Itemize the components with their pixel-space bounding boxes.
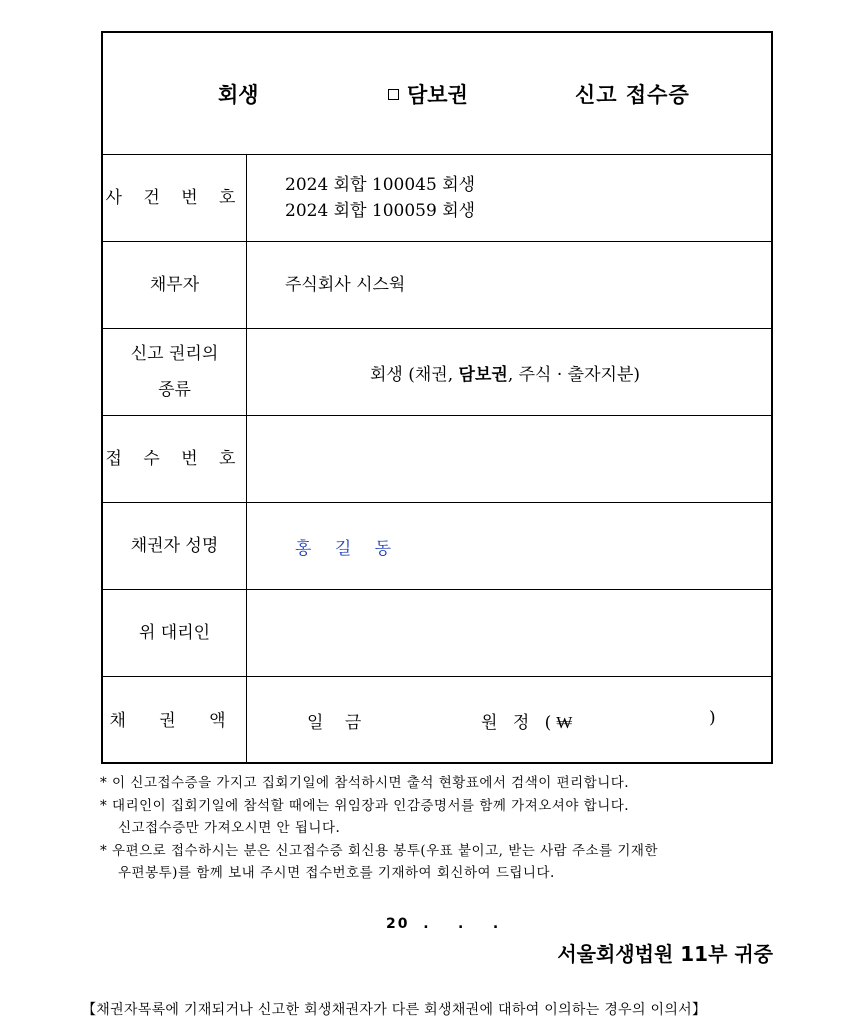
creditor-name-value[interactable]: 홍 길 동 — [295, 538, 401, 559]
right-type-value — [247, 329, 771, 415]
debtor-label: 채무자 — [103, 242, 247, 328]
title-secured-claim — [388, 79, 468, 109]
claim-amount-value[interactable] — [247, 677, 771, 764]
receipt-number-label: 접 수 번 호 — [103, 416, 247, 502]
notes — [100, 772, 658, 885]
note-2-cont: 신고접수증만 가져오시면 안 됩니다. — [118, 820, 341, 836]
row-debtor — [103, 242, 771, 329]
case-number-line-1: 2024 회합 100045 회생 — [285, 175, 476, 195]
title-part-receipt: 신고 접수증 — [575, 82, 690, 107]
right-type-label-line-1: 신고 권리의 — [130, 344, 219, 364]
case-number-label: 사 건 번 호 — [103, 155, 247, 241]
date-line: 20 . . . — [386, 916, 501, 932]
row-case-number — [103, 155, 771, 242]
footer-caption: 【채권자목록에 기재되거나 신고한 회생채권자가 다른 회생채권에 대하여 이의하는 경우의 이의서】 — [82, 1002, 707, 1018]
right-type-suffix: , 주식 · 출자지분) — [507, 364, 640, 385]
row-creditor — [103, 503, 771, 590]
note-3: * 우편으로 접수하시는 분은 신고접수증 회신용 봉투(우표 붙이고, 받는 사람 주소를 기재한 — [100, 842, 658, 859]
amount-prefix: 일 금 — [307, 713, 370, 733]
right-type-bold: 담보권 — [458, 364, 508, 385]
case-number-value — [247, 155, 771, 241]
note-2: * 대리인이 집회기일에 참석할 때에는 위임장과 인감증명서를 함께 가져오셔야 합니다. — [100, 797, 630, 814]
right-type-label-line-2: 종류 — [158, 380, 191, 400]
note-3-cont: 우편봉투)를 함께 보내 주시면 접수번호를 기재하여 회신하여 드립니다. — [118, 865, 555, 881]
checkbox-icon[interactable] — [388, 89, 399, 100]
row-right-type — [103, 329, 771, 416]
right-type-prefix: 회생 (채권, — [369, 364, 459, 385]
title-checkbox-label: 담보권 — [407, 82, 468, 107]
row-receipt-number — [103, 416, 771, 503]
amount-close: ) — [709, 708, 724, 728]
note-1: * 이 신고접수증을 가지고 집회기일에 참석하시면 출석 현황표에서 검색이 편리합니다. — [100, 775, 630, 791]
claim-amount-label: 채 권 액 — [103, 677, 247, 764]
case-number-line-2: 2024 회합 100059 회생 — [285, 201, 476, 221]
row-agent — [103, 590, 771, 677]
title-part-rehabilitation: 회생 — [218, 82, 259, 107]
creditor-label: 채권자 성명 — [103, 503, 247, 589]
amount-middle: 원 정 (₩ — [481, 713, 578, 733]
row-claim-amount — [103, 677, 771, 764]
court-addressee: 서울회생법원 11부 귀중 — [557, 942, 773, 966]
agent-label: 위 대리인 — [103, 590, 247, 676]
form-title — [103, 33, 771, 155]
receipt-form — [101, 31, 773, 764]
right-type-label — [103, 329, 247, 415]
debtor-value: 주식회사 시스웍 — [285, 275, 406, 295]
